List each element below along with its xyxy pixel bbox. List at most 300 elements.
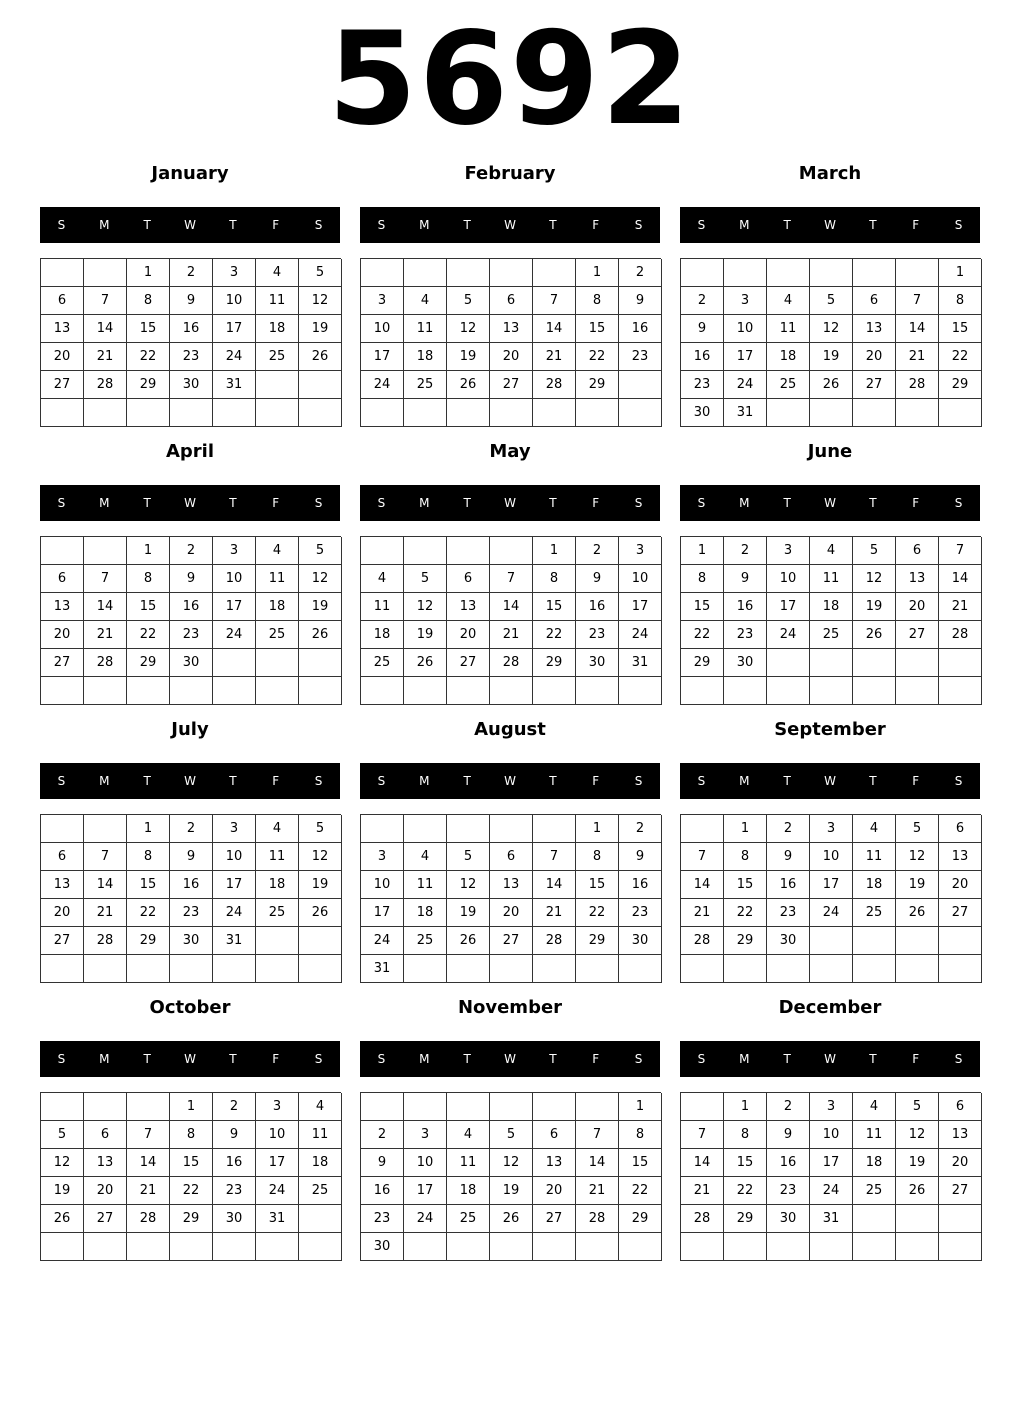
day-cell: 16: [213, 1149, 256, 1177]
weekday-label: M: [99, 774, 110, 788]
day-grid: [360, 536, 661, 705]
day-cell: 9: [170, 287, 213, 315]
day-cell: [41, 1233, 84, 1261]
day-cell: 20: [84, 1177, 127, 1205]
day-cell: 10: [810, 1121, 853, 1149]
day-cell: 21: [84, 621, 127, 649]
day-cell: 25: [256, 899, 299, 927]
day-cell: 10: [361, 871, 404, 899]
day-cell: 7: [576, 1121, 619, 1149]
day-cell: 19: [896, 871, 939, 899]
day-cell: 7: [490, 565, 533, 593]
day-cell: 20: [41, 621, 84, 649]
day-cell: 29: [939, 371, 982, 399]
day-cell: [576, 1233, 619, 1261]
day-cell: 25: [256, 621, 299, 649]
day-cell: 17: [724, 343, 767, 371]
day-cell: [447, 1233, 490, 1261]
weekday-header: [40, 207, 340, 243]
day-cell: 6: [41, 287, 84, 315]
day-cell: 12: [896, 1121, 939, 1149]
weekday-label: W: [184, 496, 196, 510]
day-cell: [939, 677, 982, 705]
day-cell: 16: [619, 871, 662, 899]
day-cell: 17: [361, 343, 404, 371]
day-cell: 20: [490, 899, 533, 927]
day-cell: 28: [84, 927, 127, 955]
day-cell: 5: [853, 537, 896, 565]
day-cell: 18: [299, 1149, 342, 1177]
day-cell: 5: [447, 843, 490, 871]
day-cell: [127, 1233, 170, 1261]
month-name: November: [457, 997, 563, 1018]
day-cell: 19: [853, 593, 896, 621]
weekday-label: T: [229, 774, 237, 788]
day-cell: 16: [619, 315, 662, 343]
day-cell: 18: [361, 621, 404, 649]
day-cell: 3: [810, 815, 853, 843]
day-cell: 7: [84, 287, 127, 315]
day-cell: 2: [170, 815, 213, 843]
day-cell: 5: [299, 537, 342, 565]
weekday-label: T: [463, 774, 471, 788]
day-cell: [213, 677, 256, 705]
weekday-label: T: [463, 218, 471, 232]
day-cell: 2: [213, 1093, 256, 1121]
day-cell: [576, 399, 619, 427]
day-cell: 8: [170, 1121, 213, 1149]
day-cell: [767, 955, 810, 983]
weekday-label: M: [419, 774, 430, 788]
month-name: February: [464, 163, 556, 184]
day-cell: 8: [939, 287, 982, 315]
day-cell: 16: [170, 315, 213, 343]
day-cell: 2: [170, 537, 213, 565]
day-cell: 27: [447, 649, 490, 677]
day-cell: 26: [490, 1205, 533, 1233]
day-cell: 13: [41, 315, 84, 343]
day-cell: 3: [256, 1093, 299, 1121]
day-cell: 26: [299, 621, 342, 649]
day-cell: 22: [127, 621, 170, 649]
weekday-label: F: [272, 774, 280, 788]
day-cell: 2: [767, 1093, 810, 1121]
day-cell: 3: [724, 287, 767, 315]
day-cell: [447, 677, 490, 705]
day-cell: [361, 1093, 404, 1121]
day-cell: 19: [299, 871, 342, 899]
day-cell: 22: [170, 1177, 213, 1205]
weekday-label: S: [634, 496, 643, 510]
day-cell: 11: [767, 315, 810, 343]
day-cell: 25: [404, 371, 447, 399]
day-cell: 16: [724, 593, 767, 621]
day-cell: [767, 1233, 810, 1261]
day-cell: [127, 677, 170, 705]
day-cell: 8: [127, 843, 170, 871]
day-cell: 1: [724, 1093, 767, 1121]
day-cell: 17: [404, 1177, 447, 1205]
weekday-label: S: [377, 496, 386, 510]
day-cell: 8: [533, 565, 576, 593]
day-cell: 15: [619, 1149, 662, 1177]
day-cell: 15: [127, 315, 170, 343]
weekday-label: F: [272, 1052, 280, 1066]
day-cell: 11: [256, 843, 299, 871]
weekday-label: F: [912, 774, 920, 788]
day-cell: 1: [681, 537, 724, 565]
day-cell: 26: [853, 621, 896, 649]
day-cell: [810, 399, 853, 427]
day-cell: 29: [127, 371, 170, 399]
day-cell: 10: [810, 843, 853, 871]
day-cell: 12: [404, 593, 447, 621]
day-cell: [896, 649, 939, 677]
weekday-label: T: [549, 774, 557, 788]
day-cell: 12: [447, 315, 490, 343]
weekday-label: T: [869, 774, 877, 788]
day-grid: [680, 536, 981, 705]
day-cell: 14: [84, 593, 127, 621]
day-cell: 24: [213, 899, 256, 927]
day-cell: [404, 537, 447, 565]
day-cell: [810, 1233, 853, 1261]
weekday-label: T: [463, 496, 471, 510]
day-cell: [299, 1205, 342, 1233]
day-cell: [576, 955, 619, 983]
day-cell: [724, 1233, 767, 1261]
day-cell: 10: [767, 565, 810, 593]
day-cell: 18: [767, 343, 810, 371]
day-cell: 6: [41, 843, 84, 871]
day-cell: 26: [447, 927, 490, 955]
day-cell: [724, 259, 767, 287]
weekday-label: S: [954, 218, 963, 232]
day-cell: [41, 677, 84, 705]
day-cell: 23: [767, 1177, 810, 1205]
day-grid: [360, 258, 661, 427]
day-cell: [896, 399, 939, 427]
day-cell: 3: [361, 287, 404, 315]
day-cell: 25: [256, 343, 299, 371]
day-grid: [40, 536, 341, 705]
weekday-label: W: [184, 218, 196, 232]
day-cell: 12: [447, 871, 490, 899]
day-cell: 14: [939, 565, 982, 593]
day-cell: 1: [127, 815, 170, 843]
day-cell: 12: [41, 1149, 84, 1177]
day-cell: 5: [896, 1093, 939, 1121]
day-cell: 4: [404, 843, 447, 871]
day-cell: 1: [533, 537, 576, 565]
day-cell: 3: [361, 843, 404, 871]
day-cell: 8: [127, 287, 170, 315]
month-october: [40, 993, 340, 1263]
weekday-label: S: [57, 1052, 66, 1066]
day-cell: 17: [213, 871, 256, 899]
weekday-label: S: [314, 218, 323, 232]
day-cell: 24: [361, 371, 404, 399]
day-cell: [533, 815, 576, 843]
day-cell: 11: [810, 565, 853, 593]
year-title: 5692: [327, 5, 693, 154]
day-cell: [853, 1233, 896, 1261]
day-cell: [533, 259, 576, 287]
day-cell: 13: [490, 315, 533, 343]
day-cell: 19: [490, 1177, 533, 1205]
day-cell: 21: [84, 343, 127, 371]
day-cell: [681, 955, 724, 983]
day-cell: 15: [681, 593, 724, 621]
weekday-label: T: [463, 1052, 471, 1066]
weekday-label: S: [57, 218, 66, 232]
weekday-label: F: [592, 1052, 600, 1066]
day-cell: 9: [767, 1121, 810, 1149]
day-cell: [84, 677, 127, 705]
day-cell: [256, 1233, 299, 1261]
weekday-label: T: [549, 1052, 557, 1066]
day-cell: 13: [896, 565, 939, 593]
day-cell: [447, 537, 490, 565]
day-cell: 11: [256, 565, 299, 593]
day-cell: 14: [127, 1149, 170, 1177]
day-cell: [533, 1093, 576, 1121]
day-cell: 28: [681, 1205, 724, 1233]
weekday-header: [680, 207, 980, 243]
day-cell: 24: [213, 343, 256, 371]
day-cell: 1: [619, 1093, 662, 1121]
day-cell: 21: [681, 899, 724, 927]
weekday-label: S: [697, 218, 706, 232]
day-cell: 16: [170, 871, 213, 899]
day-cell: 29: [724, 927, 767, 955]
day-cell: [896, 677, 939, 705]
day-cell: [939, 955, 982, 983]
day-cell: 6: [490, 843, 533, 871]
day-cell: 22: [127, 343, 170, 371]
weekday-label: M: [99, 218, 110, 232]
day-cell: 26: [810, 371, 853, 399]
weekday-label: T: [869, 218, 877, 232]
day-cell: 23: [724, 621, 767, 649]
day-cell: 19: [41, 1177, 84, 1205]
day-cell: 26: [41, 1205, 84, 1233]
day-cell: 6: [939, 1093, 982, 1121]
day-cell: [681, 815, 724, 843]
day-cell: [299, 399, 342, 427]
day-cell: 11: [853, 1121, 896, 1149]
day-cell: 29: [533, 649, 576, 677]
weekday-label: S: [634, 218, 643, 232]
day-cell: 26: [404, 649, 447, 677]
day-cell: 20: [41, 899, 84, 927]
day-cell: 23: [213, 1177, 256, 1205]
day-cell: 7: [533, 843, 576, 871]
day-cell: [681, 1233, 724, 1261]
day-cell: [853, 259, 896, 287]
day-cell: 15: [939, 315, 982, 343]
day-cell: 30: [170, 927, 213, 955]
day-cell: 26: [299, 343, 342, 371]
weekday-label: F: [592, 218, 600, 232]
day-cell: 27: [490, 371, 533, 399]
day-cell: 5: [896, 815, 939, 843]
day-cell: 29: [170, 1205, 213, 1233]
day-cell: 30: [767, 1205, 810, 1233]
day-cell: 2: [576, 537, 619, 565]
day-cell: 13: [939, 1121, 982, 1149]
day-cell: 29: [724, 1205, 767, 1233]
day-cell: 2: [619, 259, 662, 287]
day-cell: 14: [681, 871, 724, 899]
day-cell: 15: [576, 315, 619, 343]
day-cell: 10: [213, 565, 256, 593]
day-cell: [724, 677, 767, 705]
month-april: [40, 437, 340, 707]
day-cell: 25: [447, 1205, 490, 1233]
day-cell: 9: [170, 565, 213, 593]
day-cell: 24: [724, 371, 767, 399]
day-cell: 4: [853, 1093, 896, 1121]
month-june: [680, 437, 980, 707]
day-cell: [447, 259, 490, 287]
day-cell: 8: [681, 565, 724, 593]
day-cell: [447, 399, 490, 427]
day-cell: 17: [810, 1149, 853, 1177]
day-cell: [299, 649, 342, 677]
day-cell: 20: [447, 621, 490, 649]
day-cell: 7: [84, 565, 127, 593]
day-cell: 17: [619, 593, 662, 621]
weekday-label: W: [184, 1052, 196, 1066]
day-cell: 15: [127, 593, 170, 621]
day-cell: [490, 815, 533, 843]
month-september: [680, 715, 980, 985]
day-cell: 16: [576, 593, 619, 621]
day-cell: 15: [724, 871, 767, 899]
day-cell: 28: [576, 1205, 619, 1233]
day-cell: 26: [299, 899, 342, 927]
day-cell: [490, 259, 533, 287]
day-cell: 1: [170, 1093, 213, 1121]
day-cell: 17: [810, 871, 853, 899]
day-cell: 13: [853, 315, 896, 343]
day-cell: 21: [681, 1177, 724, 1205]
weekday-label: T: [783, 1052, 791, 1066]
day-cell: [767, 677, 810, 705]
day-cell: 4: [853, 815, 896, 843]
weekday-label: T: [783, 496, 791, 510]
day-cell: 20: [939, 871, 982, 899]
day-cell: 18: [404, 343, 447, 371]
day-cell: 5: [810, 287, 853, 315]
day-cell: [170, 399, 213, 427]
day-cell: 28: [84, 371, 127, 399]
weekday-label: W: [504, 774, 516, 788]
day-cell: 4: [447, 1121, 490, 1149]
weekday-label: S: [377, 218, 386, 232]
day-grid: [40, 258, 341, 427]
day-cell: [404, 259, 447, 287]
day-cell: [41, 537, 84, 565]
day-cell: [939, 1233, 982, 1261]
day-cell: [361, 677, 404, 705]
day-cell: [490, 1093, 533, 1121]
day-cell: 4: [256, 537, 299, 565]
day-cell: [256, 371, 299, 399]
day-cell: 27: [533, 1205, 576, 1233]
day-cell: 22: [724, 899, 767, 927]
day-cell: 23: [170, 343, 213, 371]
day-cell: 27: [41, 371, 84, 399]
day-cell: [681, 259, 724, 287]
weekday-header: [360, 1041, 660, 1077]
day-cell: 23: [767, 899, 810, 927]
day-cell: 9: [619, 843, 662, 871]
day-cell: 11: [447, 1149, 490, 1177]
day-cell: [447, 815, 490, 843]
day-cell: 27: [853, 371, 896, 399]
day-cell: 14: [533, 315, 576, 343]
day-cell: 18: [404, 899, 447, 927]
day-cell: 13: [490, 871, 533, 899]
day-cell: [853, 1205, 896, 1233]
day-cell: [256, 399, 299, 427]
day-cell: 14: [84, 315, 127, 343]
day-cell: 15: [170, 1149, 213, 1177]
day-cell: 27: [84, 1205, 127, 1233]
day-cell: [84, 259, 127, 287]
month-january: [40, 159, 340, 429]
day-cell: 14: [896, 315, 939, 343]
day-cell: 16: [361, 1177, 404, 1205]
day-cell: [681, 677, 724, 705]
day-cell: 28: [84, 649, 127, 677]
day-cell: 31: [213, 927, 256, 955]
weekday-label: S: [954, 1052, 963, 1066]
day-cell: 20: [896, 593, 939, 621]
day-cell: 28: [533, 927, 576, 955]
day-cell: 10: [213, 287, 256, 315]
weekday-label: S: [697, 496, 706, 510]
weekday-header: [680, 1041, 980, 1077]
day-cell: 1: [576, 259, 619, 287]
day-cell: 6: [84, 1121, 127, 1149]
day-cell: 21: [127, 1177, 170, 1205]
day-cell: [299, 677, 342, 705]
day-cell: 21: [896, 343, 939, 371]
day-cell: 16: [767, 1149, 810, 1177]
day-cell: 25: [810, 621, 853, 649]
day-cell: 6: [41, 565, 84, 593]
day-cell: 15: [576, 871, 619, 899]
day-cell: 1: [939, 259, 982, 287]
day-cell: [853, 955, 896, 983]
day-cell: 3: [619, 537, 662, 565]
day-cell: 10: [404, 1149, 447, 1177]
day-cell: 4: [256, 259, 299, 287]
day-cell: [490, 399, 533, 427]
day-cell: 10: [619, 565, 662, 593]
day-cell: 22: [533, 621, 576, 649]
day-cell: 4: [404, 287, 447, 315]
day-cell: 28: [533, 371, 576, 399]
day-cell: 14: [576, 1149, 619, 1177]
day-cell: [84, 537, 127, 565]
day-cell: 29: [576, 927, 619, 955]
day-cell: [619, 399, 662, 427]
day-cell: 8: [724, 1121, 767, 1149]
